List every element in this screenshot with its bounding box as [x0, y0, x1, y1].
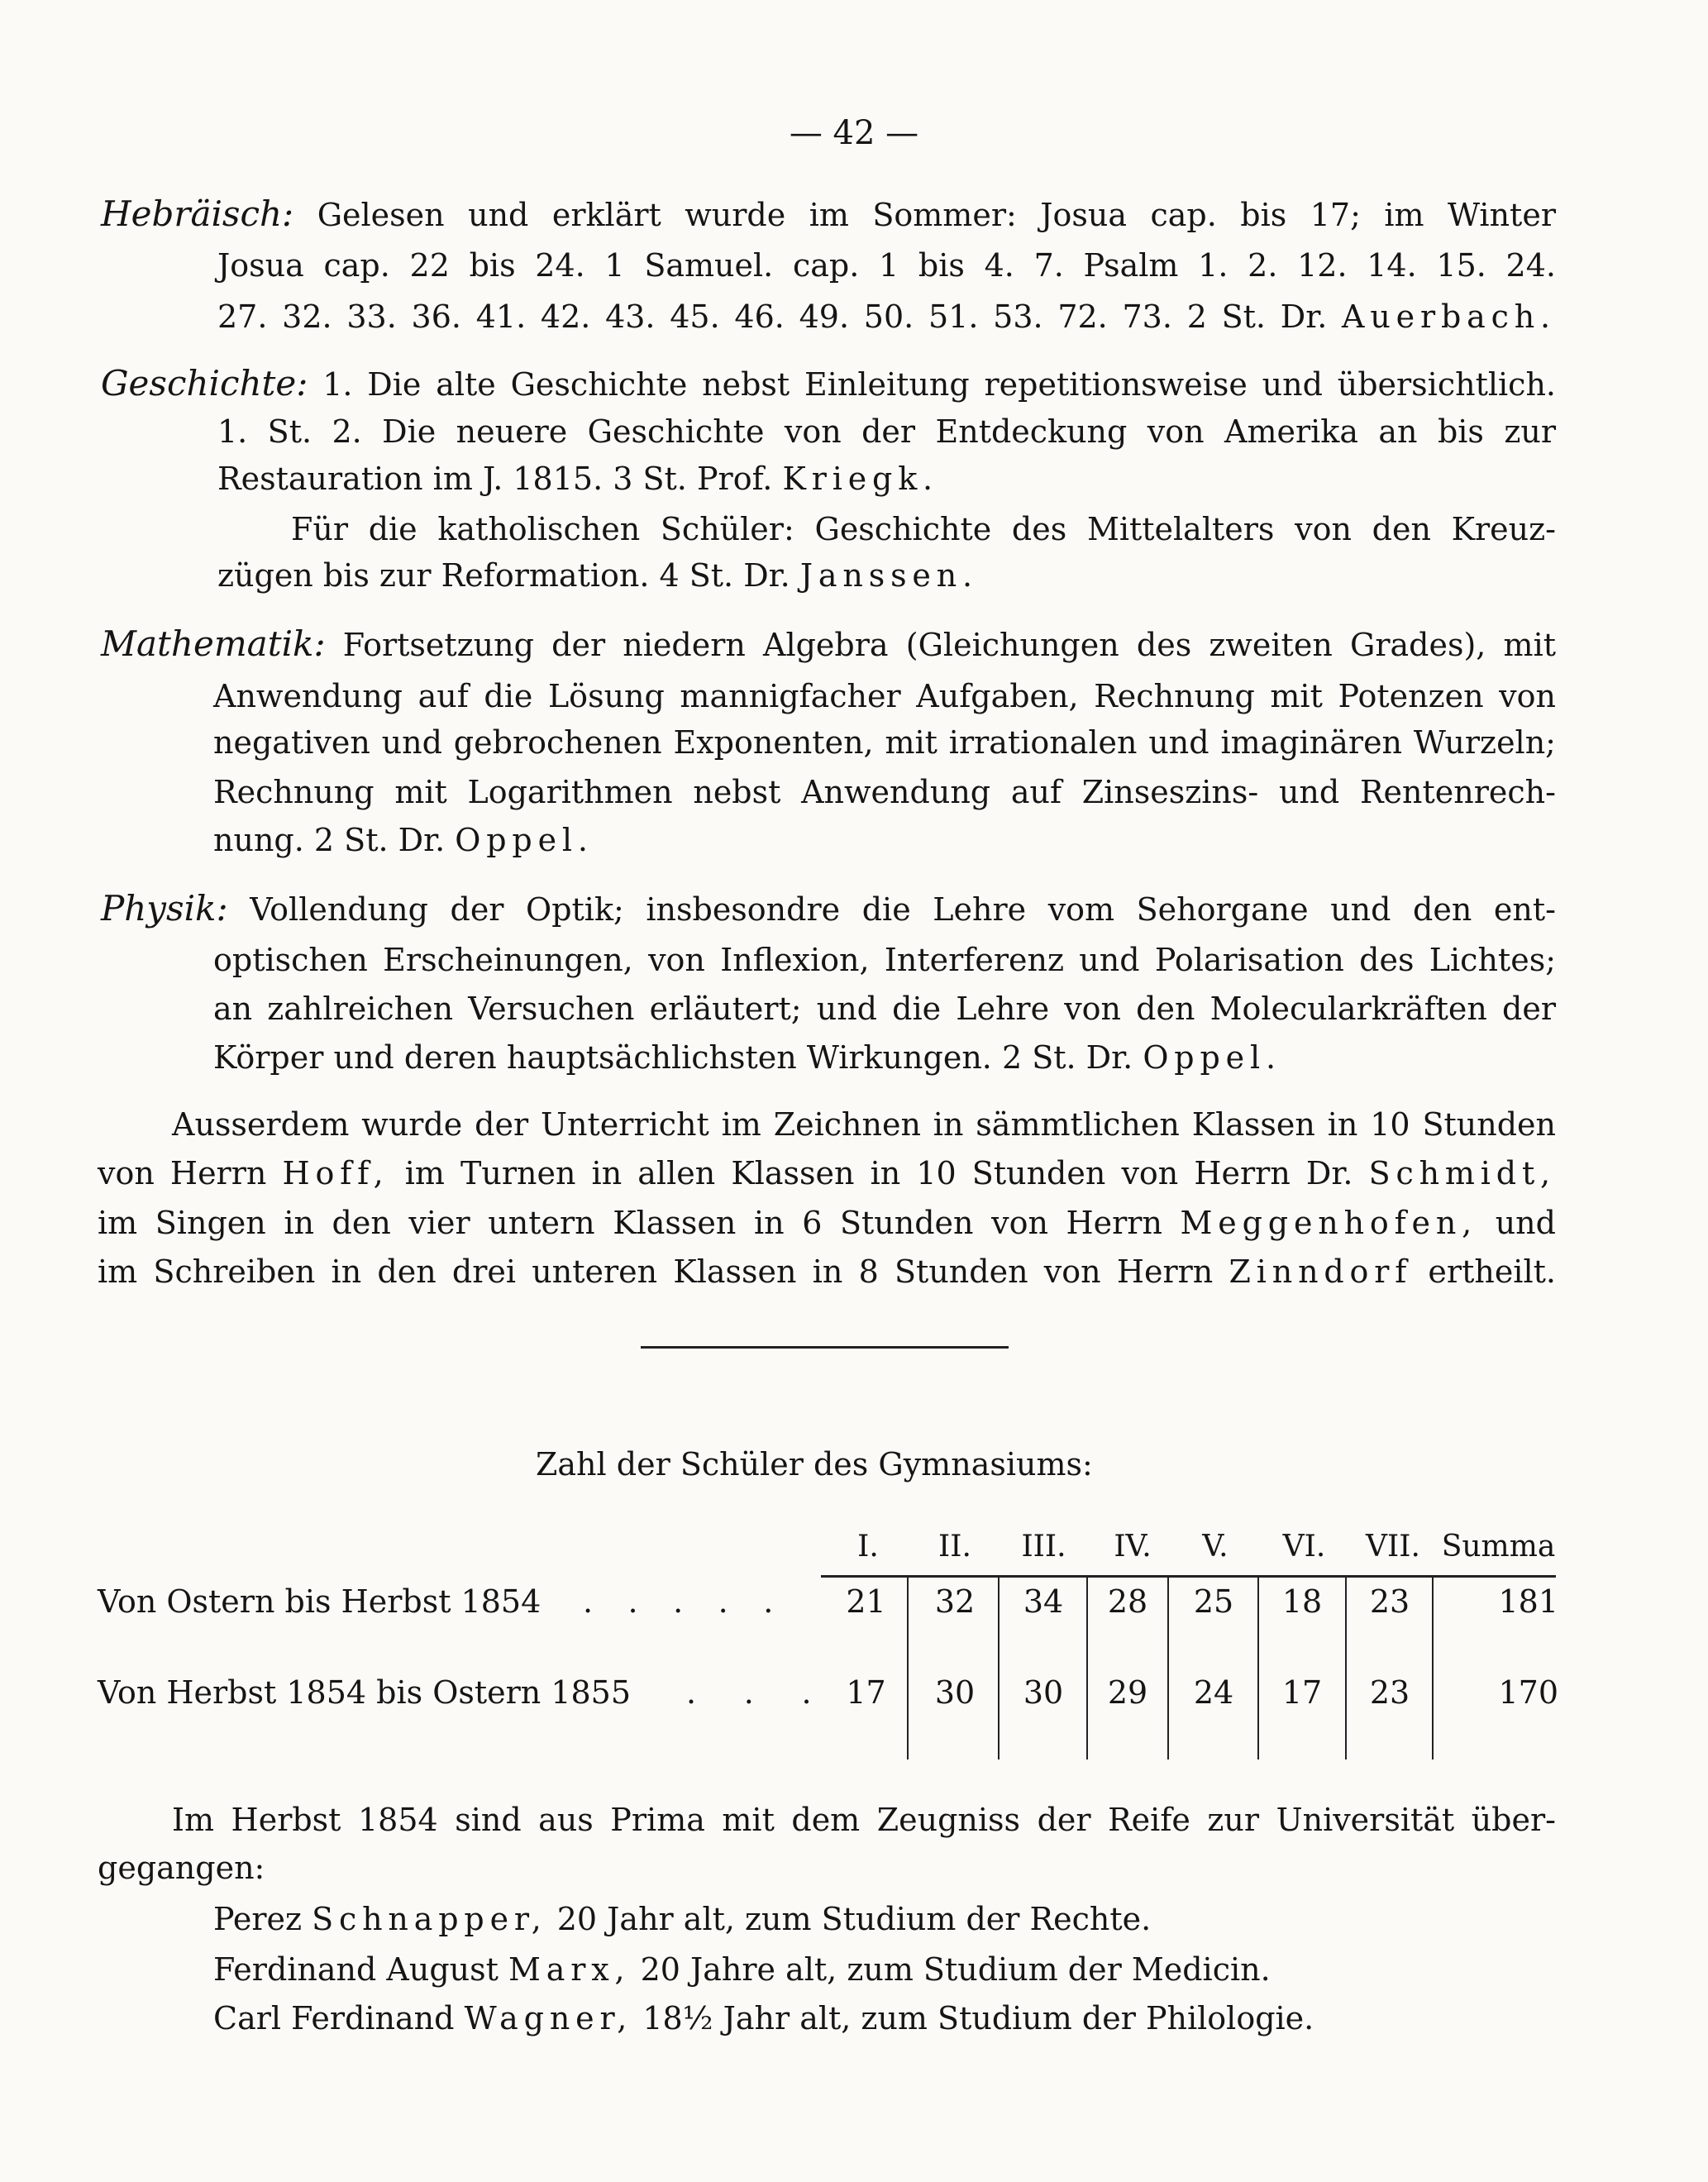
table-row-dots: . . . — [686, 1674, 831, 1711]
table-column-rule — [1167, 1578, 1169, 1759]
col-header-ii: II. — [938, 1530, 971, 1564]
table-cell: 23 — [1369, 1674, 1410, 1711]
geschichte-line-4: Für die katholischen Schüler: Geschichte des Mittelalters von den Kreuz- — [291, 511, 1556, 547]
hebraeisch-line-2: Josua cap. 22 bis 24. 1 Samuel. cap. 1 bis 4. 7. Psalm 1. 2. 12. 14. 15. 24. — [217, 247, 1556, 284]
author-name: Oppel. — [455, 822, 594, 858]
table-cell-summa: 181 — [1498, 1583, 1558, 1620]
mathematik-line-3: negativen und gebrochenen Exponenten, mit irrationalen und imaginären Wurzeln; — [213, 724, 1556, 761]
col-header-iii: III. — [1021, 1530, 1066, 1564]
table-cell: 17 — [1281, 1674, 1323, 1711]
table-title: Zahl der Schüler des Gymnasiums: — [536, 1446, 1093, 1483]
mathematik-line-4: Rechnung mit Logarithmen nebst Anwendung auf Zinseszins- und Rentenrech- — [213, 774, 1556, 810]
table-column-rule — [1086, 1578, 1088, 1759]
col-header-summa: Summa — [1441, 1530, 1556, 1564]
table-cell: 17 — [846, 1674, 886, 1711]
section-divider — [641, 1346, 1009, 1349]
table-cell: 24 — [1193, 1674, 1234, 1711]
table-row-label: Von Herbst 1854 bis Ostern 1855 — [98, 1674, 632, 1711]
table-header-rule — [821, 1575, 1556, 1578]
geschichte-line-2: 1. St. 2. Die neuere Geschichte von der Entdeckung von Amerika an bis zur — [217, 413, 1556, 450]
geschichte-label: Geschichte: — [101, 363, 308, 403]
physik-line-3: an zahlreichen Versuchen erläutert; und die Lehre von den Molecularkräften der — [213, 991, 1556, 1027]
physik-line-4: Körper und deren hauptsächlichsten Wirkungen. 2 St. Dr. Oppel. — [213, 1039, 1281, 1076]
table-cell: 28 — [1107, 1583, 1148, 1620]
geschichte-line-1: Geschichte: 1. Die alte Geschichte nebst Einleitung repetitionsweise und übersichtlich. — [101, 363, 1556, 403]
col-header-vii: VII. — [1366, 1530, 1420, 1564]
author-name: Kriegk. — [782, 461, 938, 497]
table-cell: 29 — [1107, 1674, 1148, 1711]
graduate-entry: Ferdinand August Marx, 20 Jahre alt, zum Studium der Medicin. — [213, 1951, 1271, 1988]
physik-label: Physik: — [101, 888, 228, 929]
col-header-v: V. — [1202, 1530, 1229, 1564]
table-cell: 32 — [934, 1583, 976, 1620]
table-column-rule — [1257, 1578, 1259, 1759]
table-cell: 25 — [1193, 1583, 1234, 1620]
page-number: — 42 — — [789, 114, 919, 152]
graduate-surname: Wagner, — [464, 2000, 633, 2036]
table-column-rule — [1345, 1578, 1347, 1759]
hebraeisch-label: Hebräisch: — [101, 193, 294, 234]
graduate-entry: Carl Ferdinand Wagner, 18½ Jahr alt, zum Studium der Philologie. — [213, 2000, 1314, 2036]
geschichte-line-3: Restauration im J. 1815. 3 St. Prof. Kriegk. — [217, 461, 938, 497]
table-cell: 34 — [1023, 1583, 1064, 1620]
table-column-rule — [1432, 1578, 1434, 1759]
table-row-label: Von Ostern bis Herbst 1854 — [98, 1583, 542, 1620]
author-name: Oppel. — [1143, 1039, 1281, 1076]
table-cell: 30 — [934, 1674, 976, 1711]
teacher-name: Meggenhofen, — [1180, 1205, 1478, 1241]
graduates-intro-line-2: gegangen: — [98, 1850, 265, 1886]
col-header-iv: IV. — [1114, 1530, 1152, 1564]
graduate-entry: Perez Schnapper, 20 Jahr alt, zum Studium der Rechte. — [213, 1901, 1152, 1937]
col-header-i: I. — [857, 1530, 879, 1564]
teacher-name: Zinndorf — [1229, 1253, 1413, 1290]
teacher-name: Schmidt, — [1368, 1155, 1556, 1191]
ausserdem-line-1: Ausserdem wurde der Unterricht im Zeichnen in sämmtlichen Klassen in 10 Stunden — [172, 1106, 1556, 1143]
table-cell: 21 — [846, 1583, 886, 1620]
mathematik-label: Mathematik: — [101, 623, 326, 664]
physik-line-1: Physik: Vollendung der Optik; insbesondre die Lehre vom Sehorgane und den ent- — [101, 888, 1556, 929]
author-name: Auerbach. — [1342, 298, 1556, 335]
hebraeisch-line-3: 27. 32. 33. 36. 41. 42. 43. 45. 46. 49. 50. 51. 53. 72. 73. 2 St. Dr. Auerbach. — [217, 298, 1556, 335]
hebraeisch-line-1: Hebräisch: Gelesen und erklärt wurde im Sommer: Josua cap. bis 17; im Winter — [101, 193, 1556, 234]
table-column-rule — [998, 1578, 1000, 1759]
graduate-surname: Marx, — [508, 1951, 631, 1988]
table-column-rule — [907, 1578, 909, 1759]
table-cell-summa: 170 — [1498, 1674, 1558, 1711]
mathematik-line-2: Anwendung auf die Lösung mannigfacher Aufgaben, Rechnung mit Potenzen von — [213, 678, 1556, 714]
ausserdem-line-4: im Schreiben in den drei unteren Klassen in 8 Stunden von Herrn Zinndorf ertheilt. — [98, 1253, 1556, 1290]
geschichte-line-5: zügen bis zur Reformation. 4 St. Dr. Janssen. — [217, 557, 978, 594]
table-cell: 18 — [1281, 1583, 1323, 1620]
col-header-vi: VI. — [1282, 1530, 1326, 1564]
ausserdem-line-2: von Herrn Hoff, im Turnen in allen Klassen in 10 Stunden von Herrn Dr. Schmidt, — [98, 1155, 1556, 1191]
teacher-name: Hoff, — [282, 1155, 389, 1191]
graduates-intro-line-1: Im Herbst 1854 sind aus Prima mit dem Zeugniss der Reife zur Universität über- — [172, 1802, 1556, 1838]
author-name: Janssen. — [799, 557, 978, 594]
mathematik-line-5: nung. 2 St. Dr. Oppel. — [213, 822, 594, 858]
ausserdem-line-3: im Singen in den vier untern Klassen in 6 Stunden von Herrn Meggenhofen, und — [98, 1205, 1556, 1241]
table-row-dots: . . . . . — [583, 1583, 786, 1620]
mathematik-line-1: Mathematik: Fortsetzung der niedern Algebra (Gleichungen des zweiten Grades), mit — [101, 623, 1556, 664]
table-cell: 30 — [1023, 1674, 1064, 1711]
graduate-surname: Schnapper, — [312, 1901, 547, 1937]
physik-line-2: optischen Erscheinungen, von Inflexion, Interferenz und Polarisation des Lichtes; — [213, 942, 1556, 978]
table-cell: 23 — [1369, 1583, 1410, 1620]
